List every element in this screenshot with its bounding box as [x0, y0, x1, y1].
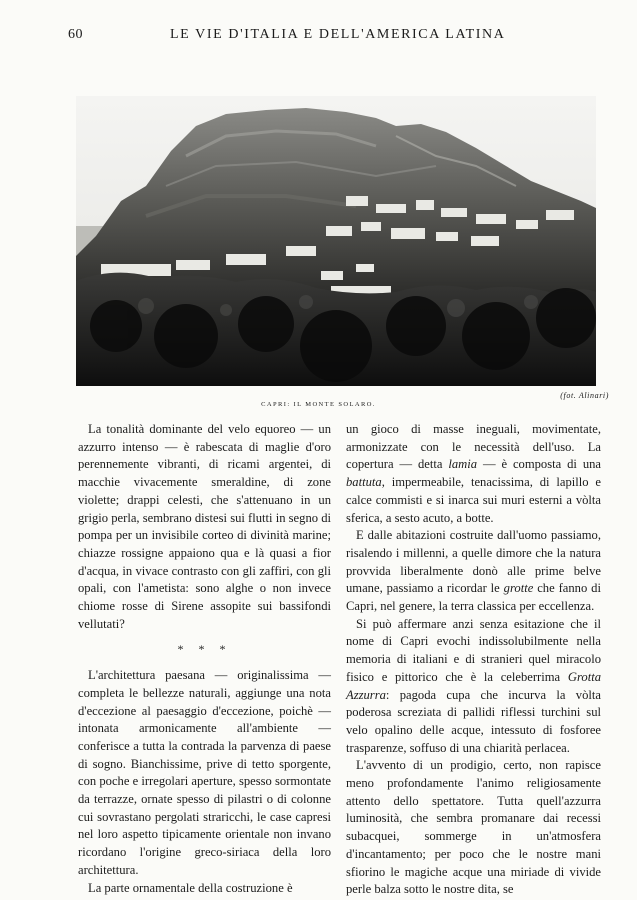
- paragraph: L'architettura paesana — originalissima — completa le bellezze naturali, aggiunge una nota d'eccezione al paesaggio d'eccezione, poichè — intonata armonicamente all'ambiente — conferisce a tutta la contrada la parvenza di paese di sogno. Bianchissime, prive di tetto sporgente, con poche e irregolari aperture, spesso sormontate da terrazze, ornate spesso di pilastri o di colonne cui sovrastano pergolati straricchi, le case capresi nel loro aspetto tipicamente orientale non invano ricordano l'origine greco-siriaca della loro architettura.: [78, 668, 331, 877]
- paragraph: un gioco di masse ineguali, movimentate, armonizzate con le necessità dell'uso. La copertura — detta lamia — è composta di una battuta, impermeabile, tenacissima, di lapillo e calce commisti e si inarca sui muri esterni a vòlta sferica, a sesto acuto, a botte.: [346, 422, 602, 525]
- figure-caption: CAPRI: IL MONTE SOLARO.: [261, 401, 376, 408]
- paragraph: E dalle abitazioni costruite dall'uomo passiamo, risalendo i millenni, a quelle dimore che la natura provvida liberalmente donò alle prime belve umane, passiamo a ricordar le grotte che fanno di Capri, nel genere, la terra classica per eccellenza.: [346, 528, 601, 614]
- right-text-column: [346, 421, 601, 899]
- paragraph: L'avvento di un prodigio, certo, non rapisce meno profondamente l'animo religiosamente attento dello spettatore. Tutta quell'azzurra luminosità, che sembra promanare dai recessi subacquei, sommerge in un'atmosfera d'incantamento; per poco che le nostre mani sfiorino le magiche acque una miriade di vivide perle balza sotto le nostre dita, se: [346, 758, 601, 897]
- running-title: LE VIE D'ITALIA E DELL'AMERICA LATINA: [170, 27, 506, 42]
- section-ornament: * * *: [177, 642, 232, 657]
- capri-monte-solaro-photo: [76, 96, 596, 386]
- paragraph: La parte ornamentale della costruzione è: [88, 880, 293, 895]
- page-number: 60: [68, 27, 83, 42]
- paragraph: La tonalità dominante del velo equoreo — un azzurro intenso — è rabescata di maglie d'oro perennemente vibranti, di ricami argentei, di macchie vivacemente smeraldine, di zone violette; drappi celesti, che s'attenuano in un grigio perla, sembrano distesi sui flutti in segno di pompa per un invisibile corteo di divinità marine; chiazze rossigne appaiono qua e là quasi a fior d'acqua, in vivace contrasto con gli zaffiri, con gli opali, con l'ametista: sono alghe o non invece chiome rosse di Sirene assopite sui bassifondi vellutati?: [78, 422, 331, 631]
- paragraph: Si può affermare anzi senza esitazione che il nome di Capri evochi indissolubilmente nella memoria di italiani e di stranieri quel miracolo fisico e pittorico che è la celeberrima Grotta Azzurra: pagoda cupa che incurva la vòlta poderosa screziata di pallidi riflessi turchini sul velo opalino delle acque, intessuto di fosforee trasparenze, soffuso di una chiarità perlacea.: [346, 616, 601, 755]
- photo-credit: (fot. Alinari): [560, 391, 609, 400]
- left-text-column: [78, 421, 331, 897]
